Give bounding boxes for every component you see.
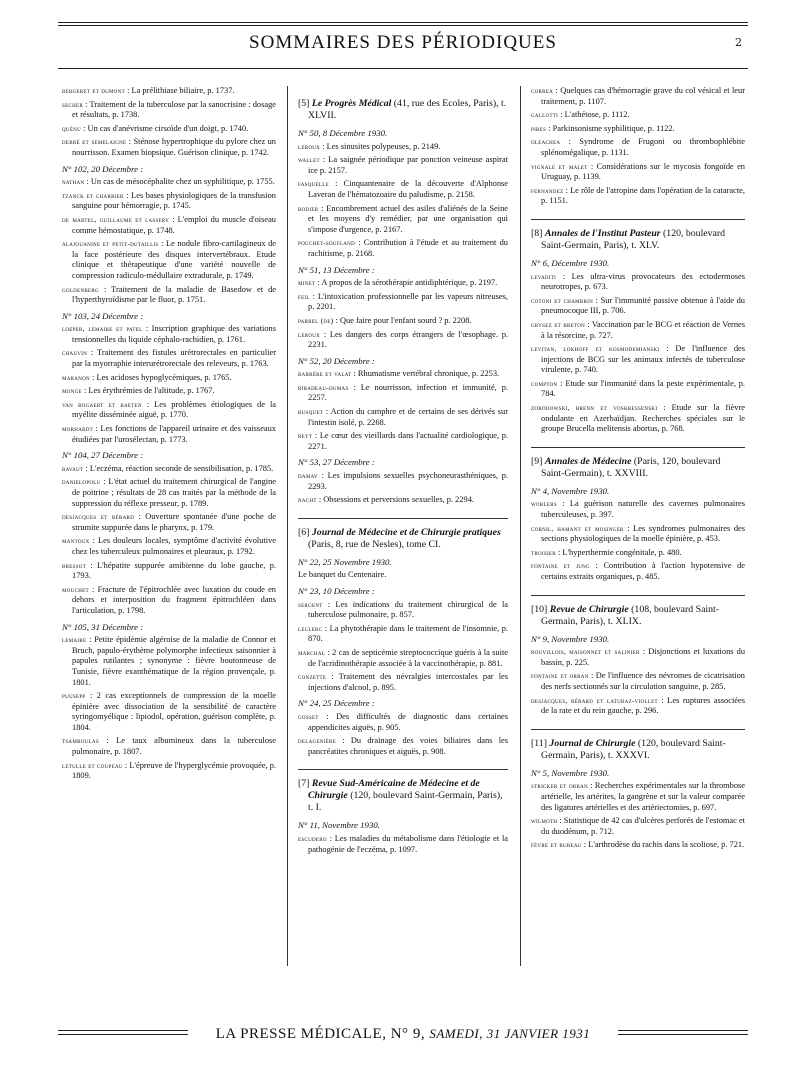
entry-authors: feil bbox=[298, 291, 310, 301]
entry-text: : Disjonctions et luxations du bassin, p. 225. bbox=[541, 647, 746, 667]
index-entry bbox=[62, 177, 276, 188]
entry-authors: zorodowski, brenn et voskressenski bbox=[531, 403, 658, 413]
entry-authors: lemaire bbox=[62, 635, 87, 645]
footer-journal: LA PRESSE MÉDICALE, N° bbox=[215, 1026, 409, 1042]
index-entry bbox=[531, 296, 745, 317]
entry-text: : Recherches expérimentales sur la thrombose artérielle, les artérites, la gangrène et sur la valeur comparée des ligatures artérielles et des artériectomies, p. 697. bbox=[541, 781, 745, 812]
header-rule-top bbox=[58, 22, 748, 23]
journal-name: Revue Sud-Américaine de Médecine et de Chirurgie bbox=[308, 778, 480, 802]
header-rule-bottom bbox=[58, 68, 748, 69]
index-entry bbox=[298, 278, 508, 289]
entry-text: : Les problèmes étiologiques de la myélite disséminée aiguë, p. 1770. bbox=[72, 399, 276, 420]
entry-text: : L'hyperthermie congénitale, p. 480. bbox=[555, 547, 682, 557]
index-entry bbox=[62, 736, 276, 757]
entry-text: : L'intoxication professionnelle par les vapeurs nitreuses, p. 2201. bbox=[308, 291, 508, 312]
entry-authors: mouchet bbox=[62, 584, 89, 594]
index-entry bbox=[62, 561, 276, 582]
entry-text: : Considérations sur le mycosis fongoïde en Uruguay, p. 1139. bbox=[541, 161, 745, 182]
entry-text: : La prélithiase biliaire, p. 1737. bbox=[124, 86, 235, 95]
index-entry bbox=[62, 761, 276, 782]
plain-entry: Le banquet du Centenaire. bbox=[298, 570, 387, 580]
index-entry bbox=[531, 110, 745, 121]
index-entry bbox=[298, 142, 508, 153]
index-entry bbox=[298, 179, 508, 200]
entry-text: : L'emploi du muscle d'oiseau comme hémostatique, p. 1748. bbox=[72, 214, 276, 235]
index-entry bbox=[62, 285, 276, 306]
index-entry bbox=[531, 781, 745, 813]
column-divider-1 bbox=[287, 86, 288, 966]
entry-text: : L'épreuve de l'hyperglycémie provoquée, p. 1809. bbox=[72, 760, 276, 781]
entry-text: : Les érythrémies de l'altitude, p. 1767. bbox=[81, 386, 215, 396]
index-entry bbox=[298, 648, 508, 669]
journal-details: (120, boulevard Saint-Germain, Paris), t. XXXVI. bbox=[541, 737, 726, 761]
entry-text: : Les acidoses hypoglycémiques, p. 1765. bbox=[89, 372, 232, 382]
entry-text: : Les fonctions de l'appareil urinaire et des vaisseaux étudiées par l'urosélectan, p. 1773. bbox=[72, 424, 276, 444]
journal-heading bbox=[531, 738, 745, 762]
entry-text: : Les maladies du métabolisme dans l'étiologie et la pathogénie de l'eczéma, p. 1097. bbox=[308, 833, 508, 854]
index-entry bbox=[298, 316, 508, 327]
issue-heading: N° 51, 13 Décembre : bbox=[298, 264, 375, 275]
index-entry bbox=[531, 524, 745, 545]
entry-text: : Contribution à l'action hypotensive de certains extraits organiques, p. 485. bbox=[541, 561, 746, 581]
entry-authors: danielopolu bbox=[62, 477, 101, 487]
entry-authors: stricker et orban bbox=[531, 781, 588, 791]
entry-text: : L'eczéma, réaction seconde de sensibilisation, p. 1785. bbox=[83, 463, 274, 473]
entry-text: : Syndrome de Frugoni ou thrombophlébite splénomégalique, p. 1131. bbox=[541, 137, 745, 157]
entry-text: : Traitement des fistules urétrorectales en particulier par la myorraphie interurétrorectale des releveurs, p. 1763. bbox=[72, 348, 276, 369]
entry-authors: troisier bbox=[531, 547, 556, 557]
index-entry bbox=[298, 407, 508, 428]
entry-text: : Traitement des névralgies intercostales par les injections d'alcool, p. 895. bbox=[308, 672, 508, 692]
entry-authors: secher bbox=[62, 99, 83, 109]
index-entry bbox=[298, 431, 508, 452]
issue-heading: N° 53, 27 Décembre : bbox=[298, 457, 375, 468]
index-entry bbox=[62, 386, 276, 397]
index-entry bbox=[62, 400, 276, 421]
journal-details: (120, boulevard Saint-Germain, Paris), t. I. bbox=[308, 790, 503, 814]
entry-authors: puusepp bbox=[62, 691, 86, 701]
issue-heading: N° 22, 25 Novembre 1930. bbox=[298, 556, 392, 567]
entry-authors: wilmoth bbox=[531, 816, 558, 826]
index-entry bbox=[62, 424, 276, 445]
index-entry bbox=[62, 100, 276, 121]
index-entry bbox=[62, 464, 276, 475]
index-entry bbox=[298, 471, 508, 492]
journal-name: Journal de Chirurgie bbox=[549, 737, 636, 749]
entry-authors: levitan, lokhoff et kosmodemianski bbox=[531, 344, 660, 354]
entry-text: : 2 cas exceptionnels de compression de la moelle épinière avec dissociation de la sensibilité de caractère syringomyélique : lipiodol, opération, guérison complète, p. 1804. bbox=[72, 691, 276, 732]
entry-text: : L'athétose, p. 1112. bbox=[558, 110, 630, 120]
journal-heading bbox=[531, 604, 745, 628]
entry-authors: leroux bbox=[298, 141, 321, 151]
index-entry bbox=[298, 495, 508, 506]
entry-text: : Les douleurs locales, symptôme d'activité évolutive chez les tuberculeux pulmonaires et pleuraux, p. 1792. bbox=[72, 536, 276, 556]
entry-text: : L'hépatite suppurée amibienne du lobe gauche, p. 1793. bbox=[72, 560, 276, 581]
index-entry bbox=[62, 536, 276, 557]
entry-authors: fontaine et orban bbox=[531, 671, 589, 681]
issue-heading: N° 23, 10 Décembre : bbox=[298, 586, 375, 596]
entry-text: : Contribution à l'étude et au traitement du rachitisme, p. 2168. bbox=[308, 238, 508, 258]
entry-text: : Cinquantenaire de la découverte d'Alphonse Laveran de l'hématozoaire du paludisme, p. 2158. bbox=[308, 179, 508, 199]
entry-authors: fasquelle bbox=[298, 179, 329, 189]
index-entry bbox=[62, 691, 276, 733]
entry-text: : La guérison naturelle des cavernes pulmonaires tuberculeuses, p. 397. bbox=[541, 499, 745, 520]
entry-authors: minet bbox=[298, 278, 316, 288]
index-entry bbox=[531, 272, 745, 293]
journal-number: [7] bbox=[298, 778, 310, 790]
index-entry bbox=[62, 191, 276, 212]
entry-authors: desjacques, bérard et laturaz-viollet bbox=[531, 695, 658, 705]
entry-authors: morhardt bbox=[62, 424, 94, 434]
entry-text: : Petite épidémie algéroise de la maladie de Connor et Bruch, papulo-érythème polymorphe infectieux saisonnier à papules rutilantes ; synonyme : fièvre boutonneuse de Tunisie, fièvre exanthématique de la région provençale, p. 1801. bbox=[72, 635, 276, 687]
index-entry bbox=[531, 840, 745, 851]
entry-authors: levaditi bbox=[531, 271, 557, 281]
entry-authors: fontaine et jung bbox=[531, 561, 590, 571]
entry-text: : Rhumatisme vertébral chronique, p. 2253. bbox=[351, 369, 500, 379]
index-entry bbox=[298, 834, 508, 855]
entry-authors: pires bbox=[531, 123, 547, 133]
entry-authors: damay bbox=[298, 471, 318, 481]
entry-authors: monge bbox=[62, 386, 82, 396]
entry-authors: tsamboulas bbox=[62, 736, 99, 746]
page-header bbox=[58, 22, 748, 72]
entry-authors: ravaut bbox=[62, 463, 84, 473]
entry-text: : Traitement de la maladie de Basedow et de l'hyperthyroïdisme par le fluor, p. 1751. bbox=[72, 284, 276, 305]
entry-authors: debré et semelaigne bbox=[62, 137, 127, 147]
entry-authors: goldenberg bbox=[62, 284, 99, 294]
entry-text: : Quelques cas d'hémorragie grave du col vésical et leur traitement, p. 1107. bbox=[541, 86, 745, 106]
issue-heading: N° 11, Novembre 1930. bbox=[298, 820, 380, 831]
entry-text: : Sténose hypertrophique du pylore chez un nourrisson. Examen biopsique. Guérison clinique, p. 1742. bbox=[72, 137, 276, 157]
entry-authors: bodier bbox=[298, 203, 319, 213]
entry-text: : Les indications du traitement chirurgical de la tuberculose pulmonaire, p. 857. bbox=[308, 599, 508, 620]
index-entry bbox=[62, 137, 276, 158]
entry-authors: bressot bbox=[62, 560, 87, 570]
index-entry bbox=[298, 383, 508, 404]
entry-authors: gallotti bbox=[531, 110, 559, 120]
journal-number: [11] bbox=[531, 737, 547, 749]
index-entry bbox=[62, 215, 276, 236]
index-entry bbox=[531, 86, 745, 107]
journal-heading bbox=[531, 228, 745, 252]
journal-section bbox=[531, 447, 745, 480]
entry-text: : 2 cas de septicémie streptococcique guéris à la suite de l'acridinothérapie associée à la vaccinothérapie, p. 881. bbox=[308, 647, 508, 668]
entry-text: : Les syndromes pulmonaires des sections physiologiques de la moelle épinière, p. 453. bbox=[541, 523, 745, 544]
index-entry bbox=[62, 239, 276, 281]
journal-name: Le Progrès Médical bbox=[311, 98, 392, 109]
issue-heading: N° 4, Novembre 1930. bbox=[531, 485, 610, 496]
entry-text: : Le nourrisson, infection et immunité, p. 2257. bbox=[308, 382, 508, 403]
journal-section bbox=[531, 729, 745, 762]
index-entry bbox=[62, 124, 276, 135]
index-entry bbox=[62, 635, 276, 688]
entry-authors: busquet bbox=[298, 407, 324, 417]
journal-name: Annales de l'Institut Pasteur bbox=[544, 227, 661, 239]
entry-authors: compton bbox=[531, 378, 558, 388]
index-entry bbox=[531, 124, 745, 135]
entry-authors: fèvre et bureau bbox=[531, 840, 582, 850]
footer-date: SAMEDI, 31 JANVIER 1931 bbox=[429, 1026, 591, 1041]
index-entry bbox=[298, 238, 508, 259]
entry-text: : Les dangers des corps étrangers de l'œsophage. p. 2231. bbox=[308, 329, 508, 350]
entry-text: : Vaccination par le BCG et réaction de Vernes à la résorcine, p. 727. bbox=[541, 319, 745, 340]
issue-heading: N° 105, 31 Décembre : bbox=[62, 621, 144, 632]
journal-number: [10] bbox=[531, 603, 548, 615]
footer-issue: 9, bbox=[412, 1026, 426, 1042]
index-entry bbox=[531, 162, 745, 183]
issue-heading: N° 103, 24 Décembre : bbox=[62, 310, 144, 321]
journal-name: Revue de Chirurgie bbox=[549, 603, 629, 615]
entry-authors: nacht bbox=[298, 495, 317, 505]
journal-details: (41, rue des Ecoles, Paris), t. XLVII. bbox=[308, 98, 507, 121]
index-entry bbox=[298, 330, 508, 351]
index-entry bbox=[62, 373, 276, 384]
journal-section bbox=[298, 518, 508, 551]
entry-authors: ribadeau-dumas bbox=[298, 382, 349, 392]
journal-heading bbox=[298, 527, 508, 551]
entry-text: : Obsessions et perversions sexuelles, p. 2294. bbox=[316, 495, 474, 505]
journal-heading bbox=[531, 456, 745, 480]
index-entry bbox=[531, 137, 745, 158]
footer-text bbox=[58, 1026, 748, 1043]
index-entry bbox=[531, 403, 745, 435]
entry-authors: marchal bbox=[298, 647, 326, 657]
entry-text: : Du drainage des voies biliaires dans les pancréatites chroniques et aiguës, p. 908. bbox=[308, 736, 508, 756]
index-entry bbox=[531, 379, 745, 400]
entry-text: : L'arthrodèse du rachis dans la scoliose, p. 721. bbox=[581, 840, 745, 850]
index-entry bbox=[531, 561, 745, 582]
journal-section bbox=[531, 219, 745, 252]
entry-text: : Encombrement actuel des asiles d'aliénés de la Seine et les moyens d'y remédier, par une organisation qui s'impose d'urgence, p. 2167. bbox=[308, 203, 508, 234]
entry-text: : Les ultra-virus provocateurs des ectodermoses neurotropes, p. 673. bbox=[541, 271, 745, 292]
index-entry bbox=[531, 548, 745, 559]
entry-authors: correa bbox=[531, 86, 554, 95]
journal-details: (Paris, 120, boulevard Saint-Germain), t. XXVIII. bbox=[541, 455, 721, 479]
entry-authors: conzette bbox=[298, 672, 327, 682]
column-left bbox=[62, 86, 276, 785]
journal-number: [6] bbox=[298, 526, 310, 538]
entry-text: : Parkinsonisme syphilitique, p. 1122. bbox=[546, 123, 675, 133]
entry-authors: mantoux bbox=[62, 536, 90, 546]
journal-details: (Paris, 8, rue de Nesles), tome CI. bbox=[308, 538, 441, 550]
entry-text: : La saignée périodique par ponction veineuse aspirat ice p. 2157. bbox=[308, 155, 508, 175]
issue-heading: N° 52, 20 Décembre : bbox=[298, 355, 375, 366]
entry-text: : Les bases physiologiques de la transfusion sanguine pour hémorragie, p. 1745. bbox=[72, 190, 276, 211]
entry-authors: cotoni et chambrin bbox=[531, 295, 594, 305]
journal-number: [8] bbox=[531, 227, 543, 239]
journal-section bbox=[531, 595, 745, 628]
entry-text: : Le nodule fibro-cartilagineux de la face postérieure des disques intervertébraux. Etude clinique et thérapeutique d'une variété nouvelle de compression radiculo-médullaire extradurale, p. 1749. bbox=[72, 239, 276, 280]
index-entry bbox=[62, 348, 276, 369]
entry-authors: letulle et coupeau bbox=[62, 760, 123, 770]
index-entry bbox=[62, 512, 276, 533]
index-entry bbox=[531, 671, 745, 692]
entry-text: : L'état actuel du traitement chirurgical de l'angine de poitrine ; résultats de 28 cas traités par la méthode de la suppression du réflexe presseur, p. 1789. bbox=[72, 477, 276, 508]
index-entry bbox=[62, 86, 276, 97]
entry-text: : Les ruptures associées de la rate et du rein gauche, p. 296. bbox=[541, 695, 745, 716]
entry-text: : Les sinusites polypeuses, p. 2149. bbox=[320, 141, 441, 151]
entry-text: : De l'influence des injections de BCG sur les animaux infectés de tuberculose virulente, p. 740. bbox=[541, 344, 745, 375]
entry-text: : Un cas d'anévrisme cirsoïde d'un doigt, p. 1740. bbox=[81, 123, 249, 133]
entry-authors: vignale et malet bbox=[531, 161, 588, 171]
entry-authors: nathan bbox=[62, 177, 85, 187]
entry-authors: tzanck et charrier bbox=[62, 190, 124, 200]
index-entry bbox=[298, 672, 508, 693]
entry-text: : Inscription graphique des variations tensionnelles du liquide céphalo-rachidien, p. 1761. bbox=[72, 324, 276, 344]
journal-name: Journal de Médecine et de Chirurgie pratiques bbox=[311, 526, 501, 538]
issue-heading: N° 5, Novembre 1930. bbox=[531, 767, 610, 778]
index-entry bbox=[531, 647, 745, 668]
entry-authors: grysez et breton bbox=[531, 319, 586, 329]
journal-number: [5] bbox=[298, 98, 310, 109]
index-entry bbox=[531, 344, 745, 376]
journal-section bbox=[298, 98, 508, 122]
journal-details: (108, boulevard Saint-Germain, Paris), t. XLIX. bbox=[541, 603, 720, 627]
entry-authors: bergeret et dumont bbox=[62, 86, 125, 95]
entry-authors: delagenière bbox=[298, 736, 337, 746]
entry-authors: desjacques et bérard bbox=[62, 512, 135, 522]
entry-authors: reyt bbox=[298, 431, 313, 441]
column-divider-2 bbox=[520, 86, 521, 966]
entry-text: : Sur l'immunité passive obtenue à l'aide du pneumocoque III, p. 706. bbox=[541, 295, 745, 316]
entry-authors: de martel, guillaume et lassery bbox=[62, 214, 170, 224]
entry-authors: sergent bbox=[298, 599, 323, 609]
journal-section bbox=[298, 769, 508, 814]
entry-authors: woblers bbox=[531, 499, 557, 509]
issue-heading: N° 6, Décembre 1930. bbox=[531, 257, 610, 268]
entry-authors: escudero bbox=[298, 833, 327, 843]
journal-heading bbox=[298, 98, 508, 122]
entry-authors: loeper, lemaire et patel bbox=[62, 324, 143, 334]
issue-heading: N° 102, 20 Décembre : bbox=[62, 163, 144, 174]
entry-text: : A propos de la sérothérapie antidiphtérique, p. 2197. bbox=[315, 278, 498, 288]
index-entry bbox=[62, 585, 276, 617]
index-entry bbox=[298, 369, 508, 380]
entry-text: : Ouverture spontanée d'une poche de strumite suppurée dans le pharynx, p. 179. bbox=[72, 512, 276, 532]
index-entry bbox=[298, 600, 508, 621]
entry-authors: rouvillois, maisonnet et salinier bbox=[531, 647, 640, 657]
journal-details: (120, boulevard Saint-Germain, Paris), t. XLV. bbox=[541, 227, 726, 251]
entry-text: : Etude sur la fièvre ondulante en Azerbaïdjan. Recherches spéciales sur le groupe Brucella melitensis abortus, p. 768. bbox=[541, 403, 745, 434]
entry-authors: leclerc bbox=[298, 623, 323, 633]
entry-authors: chauvin bbox=[62, 348, 88, 358]
issue-heading: N° 9, Novembre 1930. bbox=[531, 633, 610, 644]
index-entry bbox=[298, 292, 508, 313]
entry-authors: pouchet-soufland bbox=[298, 238, 355, 248]
entry-text: : Un cas de mésocéphalite chez un syphilitique, p. 1755. bbox=[84, 177, 275, 187]
entry-text: : Action du camphre et de certains de ses dérivés sur l'intestin isolé, p. 2268. bbox=[308, 407, 508, 427]
index-entry bbox=[298, 712, 508, 733]
issue-heading: N° 24, 25 Décembre : bbox=[298, 698, 375, 709]
page-title: SOMMAIRES DES PÉRIODIQUES bbox=[249, 32, 557, 53]
header-rule-top-inner bbox=[58, 25, 748, 26]
entry-text: : De l'influence des névromes de cicatrisation des nerfs sectionnés sur la circulation sanguine, p. 285. bbox=[541, 671, 745, 691]
page-footer bbox=[58, 1024, 748, 1048]
entry-authors: barrère et valat bbox=[298, 369, 352, 379]
entry-text: : Statistique de 42 cas d'ulcères perforés de l'estomac et du duodénum, p. 712. bbox=[541, 816, 745, 836]
entry-text: : Que faire pour l'enfant sourd ? p. 2208. bbox=[333, 315, 472, 325]
entry-authors: van bogaert et baeten bbox=[62, 399, 142, 409]
index-entry bbox=[298, 204, 508, 236]
entry-authors: leroux bbox=[298, 329, 321, 339]
entry-authors: quénu bbox=[62, 123, 81, 133]
entry-text: : La phytothérapie dans le traitement de l'insomnie, p. 870. bbox=[308, 623, 508, 644]
index-entry bbox=[298, 624, 508, 645]
index-entry bbox=[62, 324, 276, 345]
entry-authors: oleachea bbox=[531, 137, 561, 147]
journal-number: [9] bbox=[531, 455, 543, 467]
entry-authors: parrel (de) bbox=[298, 315, 334, 325]
entry-text: : Le taux albumineux dans la tuberculose pulmonaire, p. 1807. bbox=[72, 736, 276, 757]
index-entry bbox=[298, 155, 508, 176]
entry-text: : Les impulsions sexuelles psychoneurasthéniques, p. 2293. bbox=[308, 471, 508, 491]
index-entry bbox=[531, 816, 745, 837]
index-entry bbox=[62, 477, 276, 509]
column-right bbox=[531, 86, 745, 854]
entry-text: : Fracture de l'épitrochlée avec luxation du coude en dehors et interposition du fragment épitrochléen dans l'articulation, p. 1798. bbox=[72, 584, 276, 615]
index-entry bbox=[531, 499, 745, 520]
index-entry bbox=[531, 186, 745, 207]
issue-heading: N° 50, 8 Décembre 1930. bbox=[298, 128, 388, 138]
entry-authors: maranon bbox=[62, 372, 90, 382]
entry-authors: alajouanine et petit-dutaillis bbox=[62, 239, 159, 249]
index-entry bbox=[298, 736, 508, 757]
index-entry bbox=[531, 320, 745, 341]
entry-text: : Etude sur l'immunité dans la peste expérimentale, p. 784. bbox=[541, 378, 745, 399]
index-entry bbox=[531, 696, 745, 717]
column-middle bbox=[298, 98, 508, 858]
entry-authors: wallet bbox=[298, 155, 320, 165]
journal-heading bbox=[298, 778, 508, 814]
journal-name: Annales de Médecine bbox=[544, 455, 632, 467]
issue-heading: N° 104, 27 Décembre : bbox=[62, 450, 144, 461]
entry-text: : Le cœur des vieillards dans l'actualité cardiologique, p. 2271. bbox=[308, 431, 508, 451]
page-number: 2 bbox=[735, 36, 742, 49]
entry-text: : Le rôle de l'atropine dans l'opération de la cataracte, p. 1151. bbox=[541, 185, 745, 206]
entry-text: : Des difficultés de diagnostic dans certaines appendicites aiguës, p. 905. bbox=[308, 711, 508, 732]
entry-authors: fernandez bbox=[531, 185, 564, 195]
entry-authors: gosset bbox=[298, 711, 319, 721]
entry-authors: cornil, hamant et mosinger bbox=[531, 523, 624, 533]
entry-text: : Traitement de la tuberculose par la sanocrisine : dosage et résultats, p. 1738. bbox=[72, 99, 276, 120]
